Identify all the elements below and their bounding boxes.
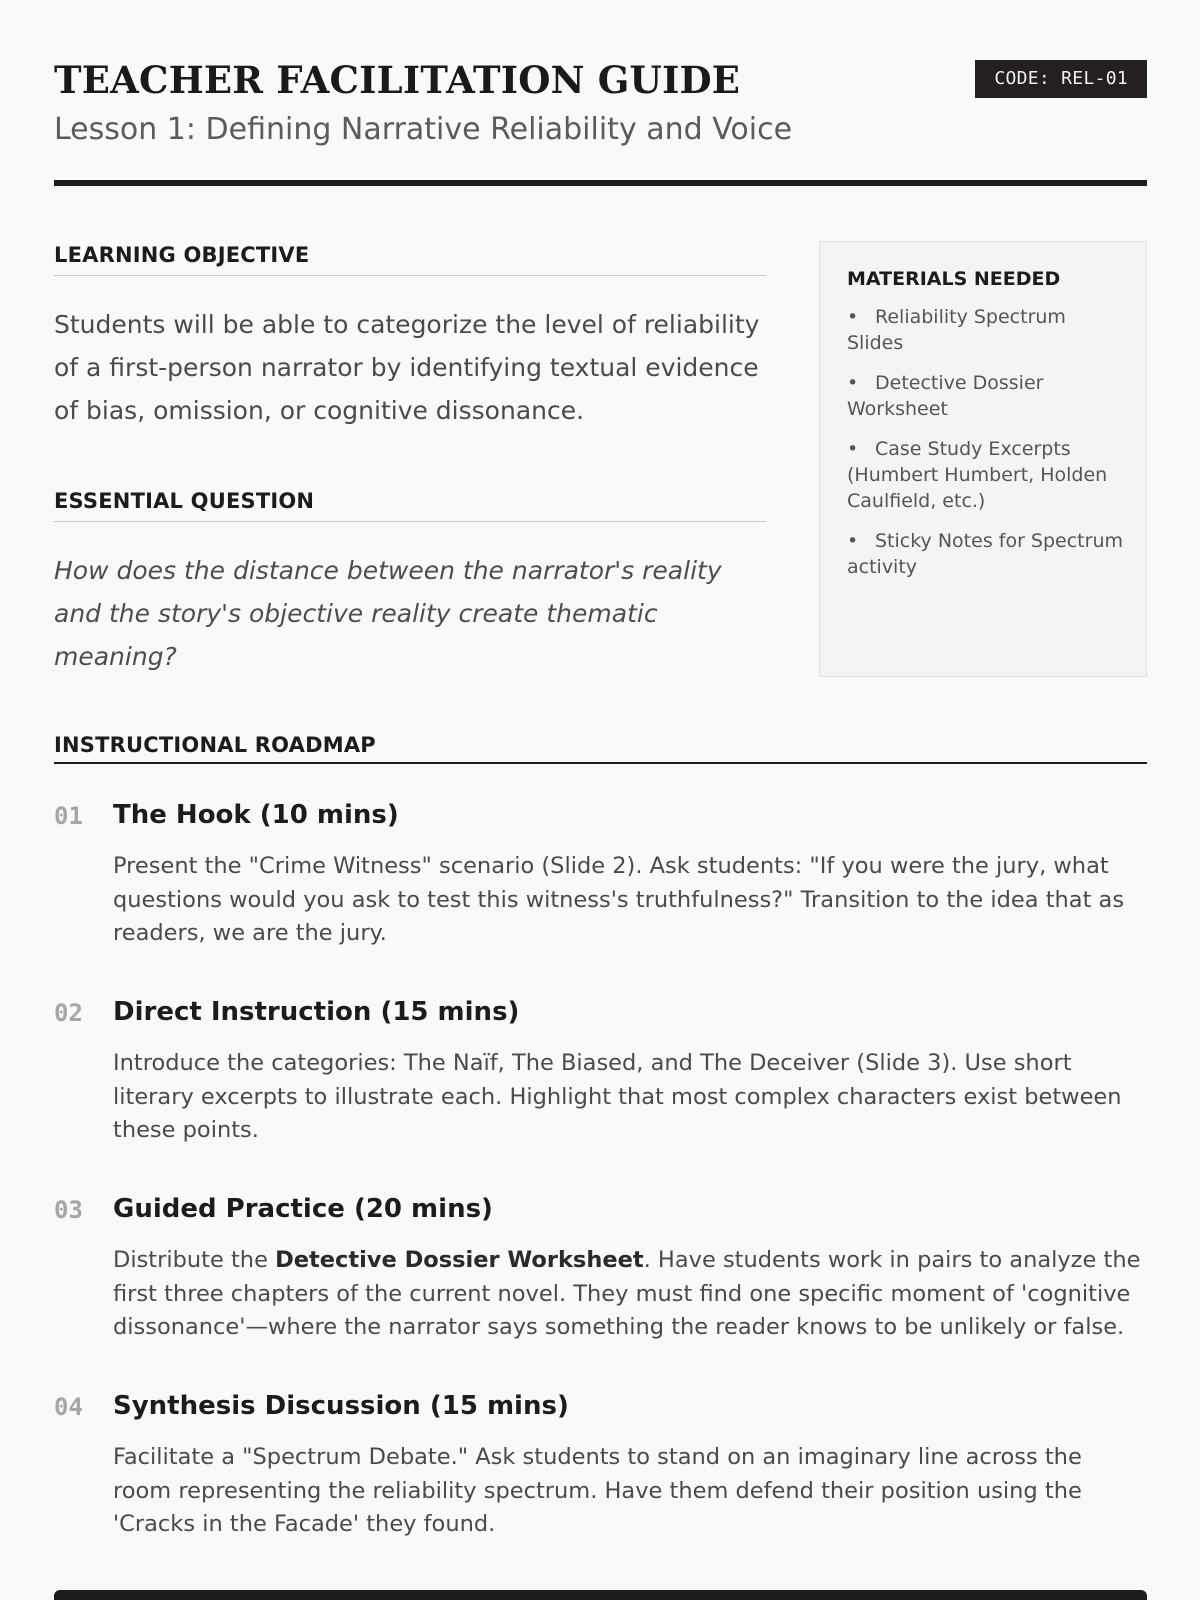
materials-item-label: Reliability Spectrum Slides [847, 306, 1066, 354]
materials-heading: MATERIALS NEEDED [847, 268, 1061, 290]
footer-bar [54, 1590, 1147, 1600]
materials-item [847, 436, 1126, 514]
objective-divider [54, 275, 766, 276]
worksheet-name: Detective Dossier Worksheet [275, 1247, 644, 1273]
lesson-code-badge: CODE: REL-01 [975, 60, 1147, 98]
step-description-intro: Distribute the [113, 1247, 276, 1273]
step-title: Synthesis Discussion (15 mins) [113, 1391, 569, 1421]
page-title: TEACHER FACILITATION GUIDE [54, 58, 741, 102]
objective-text: Students will be able to categorize the level of reliability of a first-person narrator by identifying textual evidence of bias, omission, or cognitive dissonance. [54, 310, 760, 425]
step-title: Direct Instruction (15 mins) [113, 997, 520, 1027]
materials-item [847, 370, 1126, 422]
materials-item-label: Case Study Excerpts (Humbert Humbert, Holden Caulfield, etc.) [847, 438, 1108, 512]
step-title: The Hook (10 mins) [113, 800, 399, 830]
question-section-header [54, 489, 766, 522]
step-description: Facilitate a "Spectrum Debate." Ask students to stand on an imaginary line across the room representing the reliability spectrum. Have them defend their position using the 'Cracks in the Facade' they found. [113, 1444, 1082, 1537]
step-number: 04 [54, 1393, 83, 1421]
materials-item [847, 304, 1126, 356]
bullet-icon: • [847, 306, 859, 328]
bullet-icon: • [847, 530, 859, 552]
objective-section-header [54, 243, 766, 276]
step-number: 01 [54, 802, 83, 830]
step-description-rest: . Have students work in pairs to analyze the first three chapters of the current novel. They must find one specific moment of 'cognitive dissonance'—where the narrator says something the reader knows to be unlikely or false. [113, 1247, 1141, 1340]
step-number: 03 [54, 1196, 83, 1224]
step-number: 02 [54, 999, 83, 1027]
bullet-icon: • [847, 438, 859, 460]
question-heading: ESSENTIAL QUESTION [54, 489, 315, 513]
materials-item-label: Sticky Notes for Spectrum activity [847, 530, 1123, 578]
question-divider [54, 521, 766, 522]
step-title: Guided Practice (20 mins) [113, 1194, 493, 1224]
header-divider [54, 180, 1147, 186]
step-description [113, 1244, 1147, 1345]
materials-box [819, 241, 1147, 677]
materials-item [847, 528, 1126, 580]
bullet-icon: • [847, 372, 859, 394]
lesson-subtitle: Lesson 1: Defining Narrative Reliability and Voice [54, 112, 793, 147]
materials-item-label: Detective Dossier Worksheet [847, 372, 1044, 420]
roadmap-section-header [54, 733, 1147, 764]
header [54, 56, 1147, 186]
objective-heading: LEARNING OBJECTIVE [54, 243, 310, 267]
step-description: Present the "Crime Witness" scenario (Slide 2). Ask students: "If you were the jury, what questions would you ask to test this witness's truthfulness?" Transition to the idea that as readers, we are the jury. [113, 853, 1125, 946]
essential-question-text: How does the distance between the narrator's reality and the story's objective reality create thematic meaning? [54, 556, 722, 671]
roadmap-divider [54, 762, 1147, 764]
roadmap-heading: INSTRUCTIONAL ROADMAP [54, 733, 376, 757]
step-description: Introduce the categories: The Naïf, The Biased, and The Deceiver (Slide 3). Use short literary excerpts to illustrate each. Highlight that most complex characters exist between these points. [113, 1050, 1122, 1143]
